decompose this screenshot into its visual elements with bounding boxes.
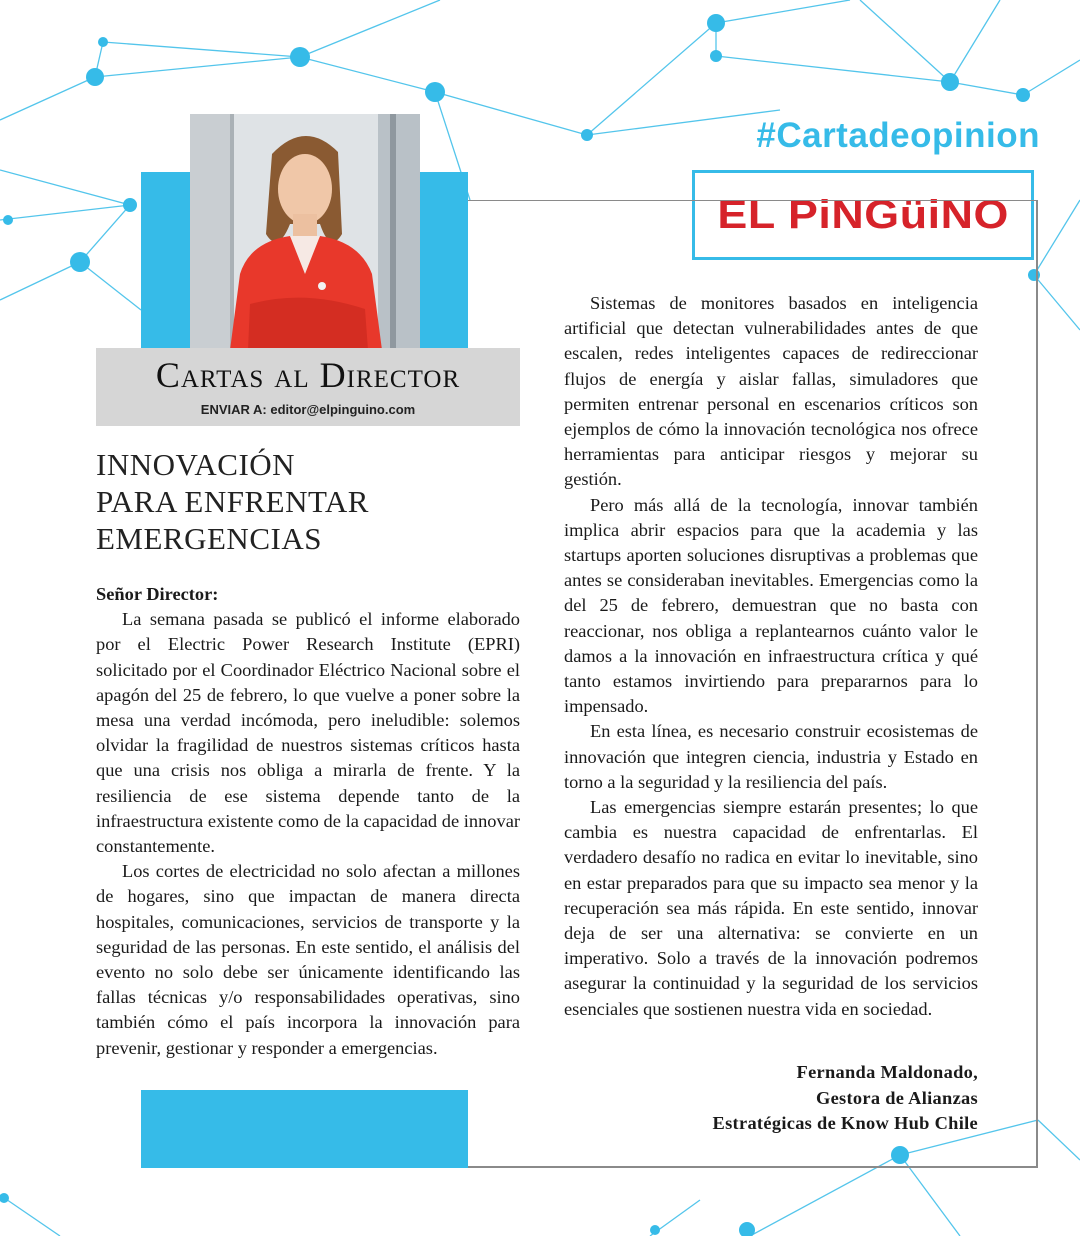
article-column-right	[564, 291, 978, 1022]
signature-line: Fernanda Maldonado,	[796, 1062, 978, 1082]
paragraph: Sistemas de monitores basados en inteligencia artificial que detectan vulnerabilidades antes de que escalen, redes inteligentes capaces de redireccionar flujos de energía y aislar fallas, simuladores que permiten entrenar personal en escenarios críticos son ejemplos de cómo la innovación tecnológica nos ofrece herramientas para anticipar riesgos y mejorar su gestión.	[564, 293, 978, 490]
headline-line-3: EMERGENCIAS	[96, 521, 322, 556]
article-column-left	[96, 582, 520, 1061]
logo-text: EL PiNGüiNO	[717, 192, 1009, 237]
hashtag-label: #Cartadeopinion	[756, 116, 1040, 155]
section-title: Cartas al Director	[155, 355, 461, 395]
paragraph: Los cortes de electricidad no solo afectan a millones de hogares, sino que impactan de manera directa hospitales, comunicaciones, servicios de transporte y la seguridad de las personas. En este sentido, el análisis del evento no solo debe ser únicamente identificando las fallas técnicas y/o responsabilidades operativas, sino también cómo el país incorpora la innovación para prevenir, gestionar y responder a emergencias.	[96, 861, 520, 1058]
blue-accent-bottom	[141, 1088, 468, 1168]
signature-line: Gestora de Alianzas	[815, 1087, 978, 1108]
article-headline	[96, 446, 520, 557]
paragraph: Las emergencias siempre estarán presentes; lo que cambia es nuestra capacidad de enfrentarlas. El verdadero desafío no radica en evitar lo inevitable, sino en estar preparados para que su impacto sea menor y la recuperación sea más rápida. En este sentido, innovar deja de ser una alternativa: se convierte en un imperativo. Solo a través de la innovación podremos asegurar la continuidad y la seguridad de los servicios esenciales que sostienen nuestra vida en sociedad.	[564, 797, 978, 1019]
paragraph: En esta línea, es necesario construir ecosistemas de innovación que integren ciencia, industria y Estado en torno a la seguridad y la resiliencia del país.	[564, 721, 978, 792]
signature-line: Estratégicas de Know Hub Chile	[712, 1113, 978, 1133]
section-subtitle: ENVIAR A: editor@elpinguino.com	[200, 402, 416, 417]
paragraph: La semana pasada se publicó el informe elaborado por el Electric Power Research Institute (EPRI) solicitado por el Coordinador Eléctrico Nacional sobre el apagón del 25 de febrero, lo que vuelve a poner sobre la mesa una verdad incómoda, pero ineludible: solemos olvidar la fragilidad de nuestros sistemas críticos hasta que una crisis nos obliga a mirarla de frente. Y la resiliencia de ese sistema depende tanto de la infraestructura existente como de la capacidad de innovar constantemente.	[96, 609, 520, 857]
headline-line-1: INNOVACIÓN	[96, 447, 296, 482]
author-photo	[190, 114, 420, 350]
salutation: Señor Director:	[96, 584, 219, 604]
headline-line-2: PARA ENFRENTAR	[96, 484, 369, 519]
paragraph: Pero más allá de la tecnología, innovar también implica abrir espacios para que la academia y las startups aporten soluciones disruptivas a problemas que antes se consideraban inevitables. Emergencias como la del 25 de febrero, demuestran que no basta con reaccionar, nos obliga a replantearnos cuánto valor le damos a la innovación en infraestructura crítica y qué tanto estamos invirtiendo para prepararnos para lo impensado.	[564, 494, 978, 717]
signature	[564, 1060, 978, 1137]
section-header	[96, 348, 520, 426]
